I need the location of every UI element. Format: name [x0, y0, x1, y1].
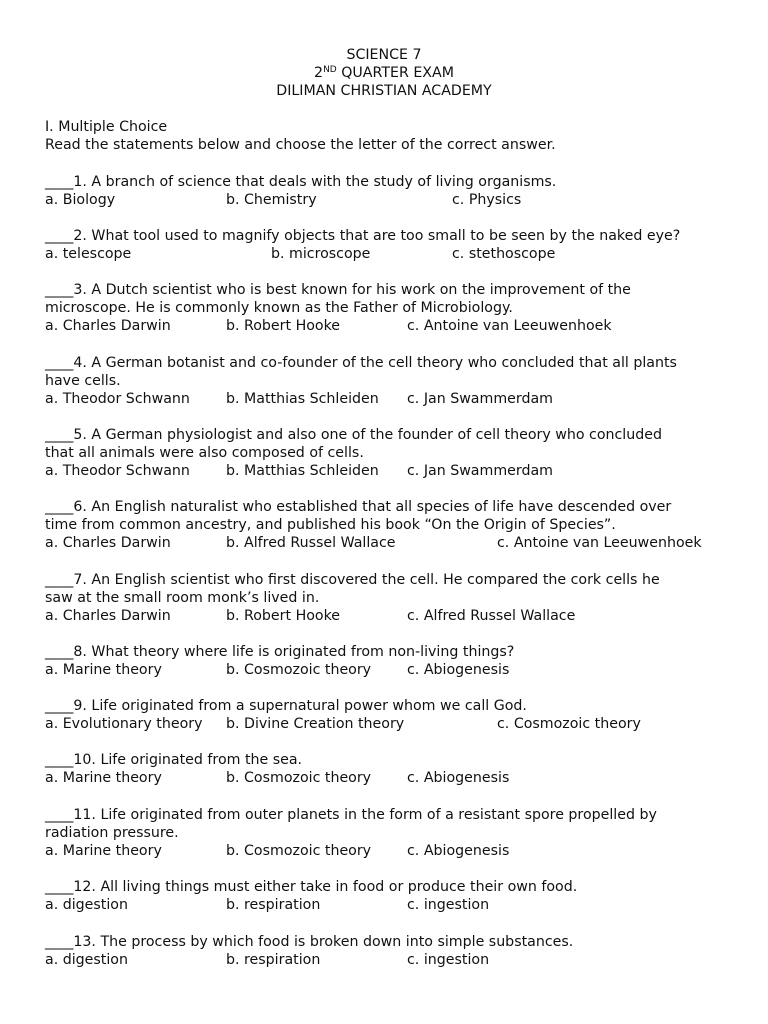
question-text: have cells. — [45, 373, 121, 389]
choice-a: a. Theodor Schwann — [45, 391, 190, 407]
choice-c: c. Jan Swammerdam — [407, 391, 553, 407]
choice-b: b. Alfred Russel Wallace — [226, 535, 396, 551]
choice-c: c. Alfred Russel Wallace — [407, 608, 576, 624]
question-text: ____5. A German physiologist and also one of the founder of cell theory who concluded — [45, 427, 662, 443]
quarter-suffix: ND — [323, 65, 337, 75]
choice-c: c. Abiogenesis — [407, 662, 510, 678]
question-text: ____11. Life originated from outer planets in the form of a resistant spore propelled by — [45, 807, 657, 823]
choice-c: c. Jan Swammerdam — [407, 463, 553, 479]
choice-b: b. Divine Creation theory — [226, 716, 405, 732]
choice-a: a. telescope — [45, 246, 132, 262]
quarter-label: QUARTER EXAM — [336, 65, 454, 81]
choice-c: c. stethoscope — [452, 246, 556, 262]
choice-b: b. Chemistry — [226, 192, 317, 208]
choice-a: a. Marine theory — [45, 770, 162, 786]
choice-a: a. Marine theory — [45, 843, 162, 859]
choice-b: b. Cosmozoic theory — [226, 770, 372, 786]
choice-b: b. Matthias Schleiden — [226, 463, 379, 479]
question-text: ____2. What tool used to magnify objects that are too small to be seen by the naked eye? — [45, 228, 681, 244]
exam-quarter — [0, 64, 768, 82]
choice-c: c. Abiogenesis — [407, 770, 510, 786]
school-name: DILIMAN CHRISTIAN ACADEMY — [276, 83, 492, 99]
choice-b: b. Robert Hooke — [226, 608, 341, 624]
question-text: ____1. A branch of science that deals with the study of living organisms. — [45, 174, 557, 190]
question-text: ____8. What theory where life is originated from non-living things? — [45, 644, 515, 660]
question-text: ____10. Life originated from the sea. — [45, 752, 303, 768]
choice-a: a. Charles Darwin — [45, 535, 171, 551]
choice-c: c. Antoine van Leeuwenhoek — [497, 535, 702, 551]
quarter-number: 2 — [314, 65, 324, 81]
choice-b: b. Matthias Schleiden — [226, 391, 379, 407]
section-instruction: Read the statements below and choose the letter of the correct answer. — [45, 137, 556, 153]
choice-b: b. Cosmozoic theory — [226, 662, 372, 678]
question-text: time from common ancestry, and published his book “On the Origin of Species”. — [45, 517, 616, 533]
choice-a: a. digestion — [45, 897, 128, 913]
question-text: ____3. A Dutch scientist who is best known for his work on the improvement of the — [45, 282, 631, 298]
choice-c: c. ingestion — [407, 897, 490, 913]
choice-b: b. respiration — [226, 952, 321, 968]
exam-subject: SCIENCE 7 — [346, 47, 422, 63]
question-text: ____4. A German botanist and co-founder of the cell theory who concluded that all plants — [45, 355, 677, 371]
question-text: microscope. He is commonly known as the Father of Microbiology. — [45, 300, 513, 316]
choice-a: a. Charles Darwin — [45, 608, 171, 624]
question-text: ____9. Life originated from a supernatural power whom we call God. — [45, 698, 527, 714]
question-text: ____6. An English naturalist who established that all species of life have descended over — [45, 499, 672, 515]
question-text: that all animals were also composed of cells. — [45, 445, 364, 461]
choice-b: b. respiration — [226, 897, 321, 913]
choice-a: a. Charles Darwin — [45, 318, 171, 334]
question-text: radiation pressure. — [45, 825, 179, 841]
choice-b: b. Robert Hooke — [226, 318, 341, 334]
question-text: ____12. All living things must either take in food or produce their own food. — [45, 879, 578, 895]
choice-a: a. Theodor Schwann — [45, 463, 190, 479]
section-title: I. Multiple Choice — [45, 119, 168, 135]
question-text: ____7. An English scientist who first discovered the cell. He compared the cork cells he — [45, 572, 660, 588]
choice-c: c. Cosmozoic theory — [497, 716, 641, 732]
choice-a: a. Biology — [45, 192, 116, 208]
choice-c: c. Abiogenesis — [407, 843, 510, 859]
choice-b: b. Cosmozoic theory — [226, 843, 372, 859]
question-text: ____13. The process by which food is broken down into simple substances. — [45, 934, 574, 950]
choice-a: a. digestion — [45, 952, 128, 968]
choice-b: b. microscope — [271, 246, 371, 262]
choice-a: a. Evolutionary theory — [45, 716, 203, 732]
choice-a: a. Marine theory — [45, 662, 162, 678]
choice-c: c. Physics — [452, 192, 522, 208]
choice-c: c. ingestion — [407, 952, 490, 968]
choice-c: c. Antoine van Leeuwenhoek — [407, 318, 612, 334]
question-text: saw at the small room monk’s lived in. — [45, 590, 320, 606]
